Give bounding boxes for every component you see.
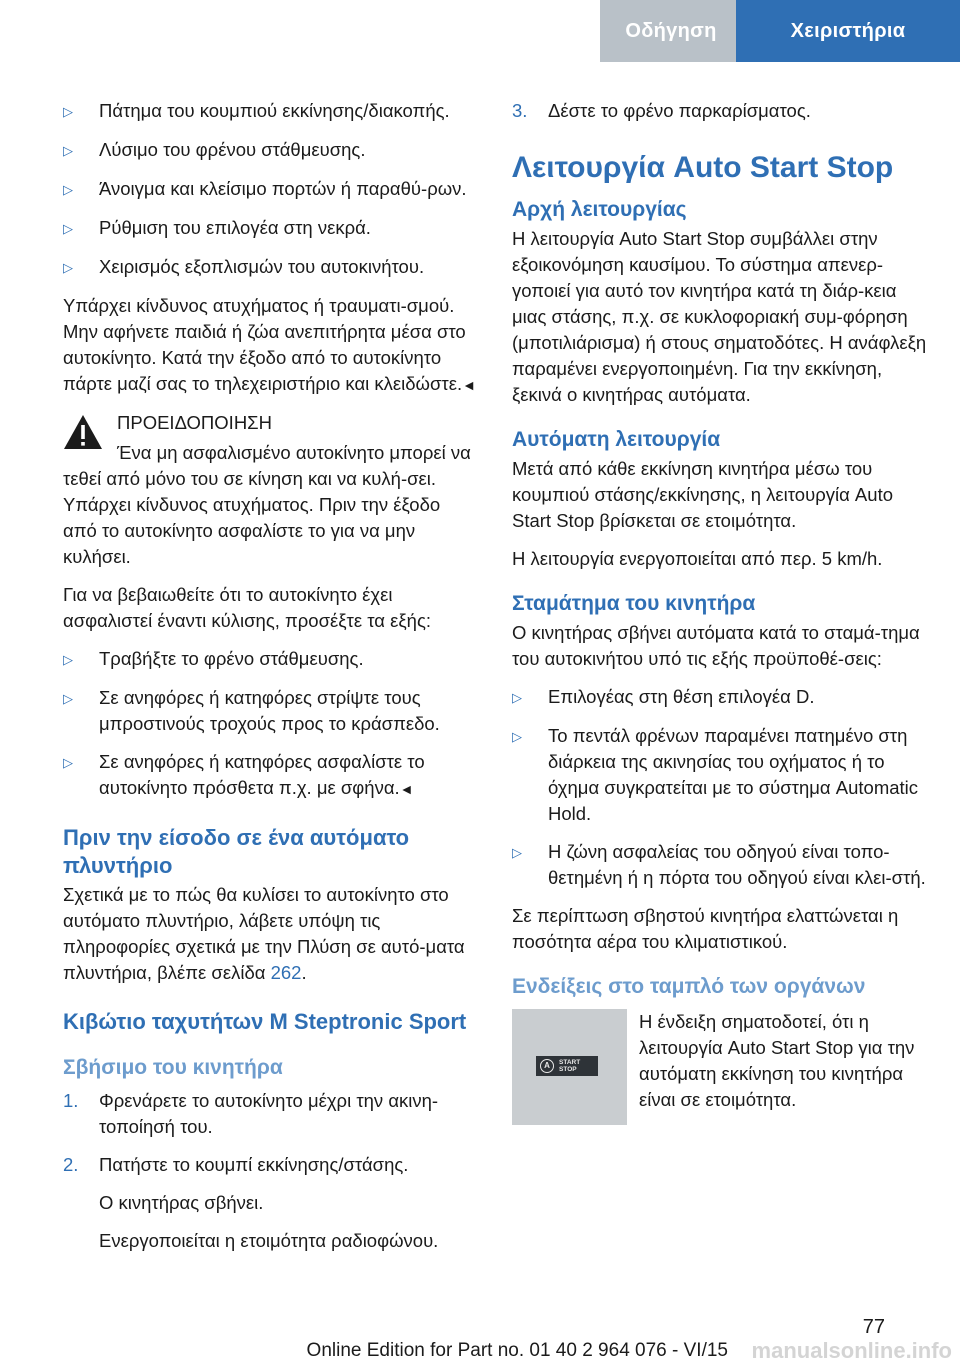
step-item: 2. Πατήστε το κουμπί εκκίνησης/στάσης. (63, 1154, 409, 1175)
warning-title: ΠΡΟΕΙΔΟΠΟΙΗΣΗ (117, 412, 272, 433)
heading-instrument-display: Ενδείξεις στο ταμπλό των οργάνων (512, 975, 866, 998)
car-wash-paragraph: Σχετικά με το πώς θα κυλίσει το αυτοκίνητο στο αυτόματο πλυντήριο, λάβετε υπόψη τις πληροφορίες σχετικά με την Πλύση σε αυτό-ματα πλυντήρια, βλέπε σελίδα 262. (63, 884, 465, 983)
warning-block (63, 410, 478, 570)
step-substep: Ενεργοποιείται η ετοιμότητα ραδιοφώνου. (99, 1230, 439, 1251)
warning-text: Ένα μη ασφαλισμένο αυτοκίνητο μπορεί να τεθεί από μόνο του σε κίνηση και να κυλή-σει. Υπάρχει κίνδυνος ατυχήματος. Πριν την έξοδο από το αυτοκίνητο ασφαλίστε το για να μην κυλήσει. (63, 442, 471, 567)
page-number: 77 (862, 1316, 885, 1338)
list-item: ▷ Ρύθμιση του επιλογέα στη νεκρά. (63, 215, 478, 242)
list-item: ▷ Άνοιγμα και κλείσιμο πορτών ή παραθύ-ρων. (63, 176, 478, 203)
watermark: manualsonline.info (751, 1338, 952, 1363)
step-item: 1. Φρενάρετε το αυτοκίνητο μέχρι την ακινη-τοποίησή του. (63, 1090, 439, 1137)
instrument-cluster-image (512, 1009, 627, 1125)
triangle-bullet-icon: ▷ (63, 755, 73, 770)
list-item: ▷ Η ζώνη ασφαλείας του οδηγού είναι τοπο-θετημένη ή η πόρτα του οδηγού είναι κλει-στή. (512, 839, 932, 891)
heading-automatic-operation: Αυτόματη λειτουργία (512, 428, 721, 451)
warning-triangle-icon (63, 414, 103, 450)
climate-paragraph: Σε περίπτωση σβηστού κινητήρα ελαττώνεται η ποσότητα αέρα του κλιματιστικού. (512, 905, 899, 952)
display-description: Η ένδειξη σηματοδοτεί, ότι η λειτουργία Auto Start Stop για την αυτόματη εκκίνηση του κινητήρα είναι σε ετοιμότητα. (639, 1011, 915, 1110)
list-item: ▷ Τραβήξτε το φρένο στάθμευσης. (63, 646, 478, 673)
triangle-bullet-icon: ▷ (63, 104, 73, 119)
list-item: ▷ Χειρισμός εξοπλισμών του αυτοκινήτου. (63, 254, 478, 281)
triangle-bullet-icon: ▷ (512, 729, 522, 744)
edition-note: Online Edition for Part no. 01 40 2 964 076 - VI/15 (306, 1340, 728, 1361)
heading-auto-start-stop: Λειτουργία Auto Start Stop (512, 151, 894, 184)
right-column (512, 98, 932, 1125)
display-indicator-block (512, 1009, 932, 1125)
principle-paragraph: Η λειτουργία Auto Start Stop συμβάλλει στην εξοικονόμηση καυσίμου. Το σύστημα απενερ-γοποιεί για αυτό τον κινητήρα κατά τη διάρ-κεια μιας στάσης, π.χ. σε κυκλοφοριακή συμ-φόρηση (μποτιλιάρισμα) ή στους σηματοδότες. Η ανάφλεξη παραμένει ενεργοποιημένη. Για την εκκίνηση, ξεκινά ο κινητήρας αυτόματα. (512, 228, 927, 405)
list-item: ▷ Λύσιμο του φρένου στάθμευσης. (63, 137, 478, 164)
heading-car-wash: Πριν την είσοδο σε ένα αυτόματο πλυντήριο (63, 825, 410, 878)
risk-paragraph: Υπάρχει κίνδυνος ατυχήματος ή τραυματι-σμού. Μην αφήνετε παιδιά ή ζώα ανεπιτήρητα μέσα στο αυτοκίνητο. Κατά την έξοδο από το αυτοκίνητο πάρτε μαζί σας το τηλεχειριστήριο και κλειδώστε.◄ (63, 295, 476, 394)
heading-engine-stop: Σταμάτημα του κινητήρα (512, 592, 756, 615)
triangle-bullet-icon: ▷ (63, 221, 73, 236)
triangle-bullet-icon: ▷ (512, 845, 522, 860)
triangle-bullet-icon: ▷ (63, 143, 73, 158)
end-mark: ◄ (462, 377, 476, 393)
heading-gearbox: Κιβώτιο ταχυτήτων M Steptronic Sport (63, 1009, 467, 1034)
triangle-bullet-icon: ▷ (63, 260, 73, 275)
heading-principle: Αρχή λειτουργίας (512, 198, 687, 221)
triangle-bullet-icon: ▷ (63, 652, 73, 667)
tab-controls[interactable]: Χειριστήρια (736, 0, 960, 62)
list-item: ▷ Το πεντάλ φρένων παραμένει πατημένο στη διάρκεια της ακινησίας του οχήματος ή το όχημα συγκρατείται με το σύστημα Automatic Hold. (512, 723, 932, 827)
tab-driving[interactable]: Οδήγηση (600, 0, 736, 62)
automatic-paragraph-1: Μετά από κάθε εκκίνηση κινητήρα μέσω του κουμπιού στάσης/εκκίνησης, η λειτουργία Auto Start Stop βρίσκεται σε ετοιμότητα. (512, 458, 893, 531)
triangle-bullet-icon: ▷ (63, 182, 73, 197)
step-substep: Ο κινητήρας σβήνει. (99, 1192, 264, 1213)
page-link-262[interactable]: 262 (270, 962, 302, 983)
list-item: ▷ Σε ανηφόρες ή κατηφόρες ασφαλίστε το αυτοκίνητο πρόσθετα π.χ. με σφήνα.◄ (63, 749, 478, 802)
heading-engine-off: Σβήσιμο του κινητήρα (63, 1056, 283, 1079)
list-item: ▷ Επιλογέας στη θέση επιλογέα D. (512, 684, 932, 711)
triangle-bullet-icon: ▷ (512, 690, 522, 705)
rolling-paragraph: Για να βεβαιωθείτε ότι το αυτοκίνητο έχει ασφαλιστεί έναντι κύλισης, προσέξτε τα εξής: (63, 584, 431, 631)
left-column (63, 98, 478, 1266)
automatic-paragraph-2: Η λειτουργία ενεργοποιείται από περ. 5 km/h. (512, 548, 883, 569)
step-item: 3. Δέστε το φρένο παρκαρίσματος. (512, 100, 811, 121)
engine-stop-paragraph: Ο κινητήρας σβήνει αυτόματα κατά το σταμά-τημα του αυτοκινήτου υπό τις εξής προϋποθέ-σεις: (512, 622, 920, 669)
list-item: ▷ Πάτημα του κουμπιού εκκίνησης/διακοπής. (63, 98, 478, 125)
header-tabs (600, 0, 960, 62)
auto-start-stop-indicator-icon: A START STOP (536, 1056, 598, 1076)
list-item: ▷ Σε ανηφόρες ή κατηφόρες στρίψτε τους μπροστινούς τροχούς προς το κράσπεδο. (63, 685, 478, 737)
end-mark: ◄ (399, 781, 414, 797)
triangle-bullet-icon: ▷ (63, 691, 73, 706)
